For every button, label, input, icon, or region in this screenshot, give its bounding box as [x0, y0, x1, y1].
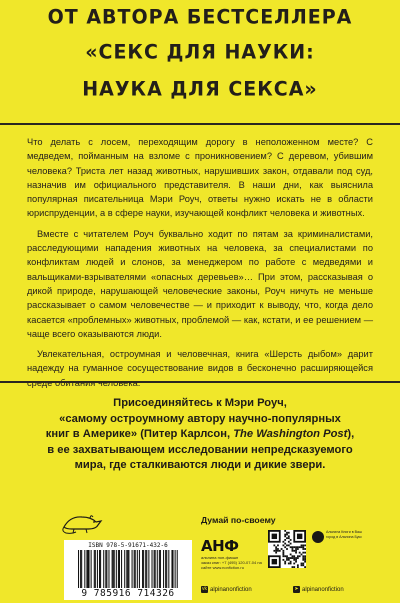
publisher-order-info: заказ книг: +7 (495) 120-07-04 на сайте www.nonfiction.ru — [201, 560, 262, 570]
publisher-logo: АНФ — [201, 537, 239, 555]
telegram-icon: ➤ — [294, 586, 299, 592]
bottom-divider — [0, 381, 400, 383]
quote-line-3 — [20, 427, 380, 443]
publisher-slogan: Думай по-своему — [201, 515, 276, 525]
barcode — [64, 540, 192, 600]
qr-code — [268, 530, 306, 568]
bookstore-badge-icon — [312, 531, 324, 543]
headline-line-3: НАУКА ДЛЯ СЕКСА» — [82, 77, 318, 101]
quote-source: The Washington Post — [233, 428, 348, 440]
headline-line-1: ОТ АВТОРА БЕСТСЕЛЛЕРА — [47, 5, 353, 29]
quote-line-5: мира, где сталкиваются люди и дикие звери. — [74, 459, 326, 471]
quote-line-3-end: ), — [347, 428, 355, 440]
vk-icon: vk — [202, 586, 207, 592]
publisher-subtitle — [201, 555, 271, 570]
press-quote — [20, 396, 380, 474]
isbn-label: ISBN 978-5-91671-432-6 — [88, 542, 168, 549]
publisher-name: альпина нон-фикшн — [201, 555, 239, 560]
vk-link[interactable] — [201, 586, 252, 593]
headline-line-2: «СЕКС ДЛЯ НАУКИ: — [85, 40, 315, 64]
top-divider — [0, 123, 400, 125]
rat-icon — [60, 507, 104, 535]
description-paragraph-2: Вместе с читателем Роуч буквально ходит по пятам за криминалистами, расследующими нападения животных на человека, за специалистами по конфликтам людей и слонов, за менеджером по работе с медведями и вальщиками-взрывателями «опасных деревьев»… При этом, рассказывая о дикой природе, нарушающей человеческие законы, Роуч ничуть не меньше рассказывает о самом человечестве — и приходит к выводу, что, когда дело касается «проблемных» животных, проблемой — как, кстати, и ее решением — чаще всего оказываются люди. — [27, 228, 373, 339]
quote-line-2: «самому остроумному автору научно-популярных — [59, 412, 341, 425]
quote-line-3-start: книг в Америке» (Питер Карлсон, — [45, 428, 234, 440]
barcode-digits: 9 785916 714326 — [81, 588, 175, 599]
description-paragraph-3: Увлекательная, остроумная и человечная, книга «Шерсть дыбом» дарит надежду на гуманное сосуществование видов в бесконечно расширяющейся — [27, 349, 373, 374]
description-paragraph-1: Что делать с лосем, переходящим дорогу в неположенном месте? С медведем, пойманным на взломе с проникновением? С деревом, убившим человека? Триста лет назад животных, нарушивших закон, отдавали под суд, назначив им официального представителя. В наши дни, как выяснила популярная писательница Мэри Роуч, ответы нужно искать не в области юриспруденции, а в сфере науки, изучающей конфликт человека и животных. — [27, 137, 373, 219]
quote-line-4: в ее захватывающем исследовании непредсказуемого — [47, 443, 353, 456]
telegram-handle: alpinanonfiction — [302, 587, 344, 594]
bookstore-badge-text: Альпина Книги в Ваш город в Альпина Букс — [326, 530, 362, 539]
telegram-link[interactable] — [293, 586, 344, 593]
quote-line-1: Присоединяйтесь к Мэри Роуч, — [113, 397, 287, 409]
description — [27, 135, 373, 396]
vk-handle: alpinanonfiction — [210, 587, 252, 594]
